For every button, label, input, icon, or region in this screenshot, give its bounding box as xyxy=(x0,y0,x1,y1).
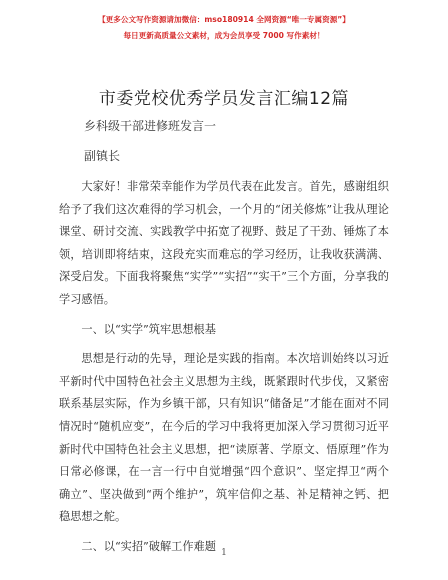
speaker-role: 副镇长 xyxy=(84,149,121,163)
section-heading-2: 二、以“实招”破解工作难题 xyxy=(81,539,216,553)
speech-subtitle: 乡科级干部进修班发言一 xyxy=(84,119,217,133)
document-body xyxy=(59,176,389,566)
section1-paragraph: 思想是行动的先导，理论是实践的指南。本次培训始终以习近平新时代中国特色社会主义思想为主线，既紧跟时代步伐，又紧密联系基层实际，作为乡镇干部，只有知识“储备足”才能在面对不同情况时“随机应变”，在今后的学习中我将更加深入学习贯彻习近平新时代中国特色社会主义思想，把“读原著、学原文、悟原理”作为日常必修课，在一言一行中自觉增强“四个意识”、坚定捍卫“两个确立”、坚决做到“两个维护”，筑牢信仰之基、补足精神之钙、把稳思想之舵。 xyxy=(59,352,389,524)
section-heading-1: 一、以“实学”筑牢思想根基 xyxy=(81,322,216,336)
document-title: 市委党校优秀学员发言汇编12篇 xyxy=(98,89,350,109)
promo-banner-line2: 每日更新高质量公文素材，成为会员享受 7000 写作素材！ xyxy=(123,31,325,40)
page-number: 1 xyxy=(221,548,227,558)
promo-banner-line1: 【更多公文写作资源请加微信：mso180914 全网资源“唯一专属资源”】 xyxy=(98,15,350,24)
intro-paragraph: 大家好！非常荣幸能作为学员代表在此发言。首先，感谢组织给予了我们这次难得的学习机会，一个月的“闭关修炼”让我从理论课堂、研讨交流、实践教学中拓宽了视野、鼓足了干劲、锤炼了本领，培训即将结束，这段充实而难忘的学习经历，让我收获满满、深受启发。下面我将聚焦“实学”“实招”“实干”三个方面，分享我的学习感悟。 xyxy=(59,180,389,306)
